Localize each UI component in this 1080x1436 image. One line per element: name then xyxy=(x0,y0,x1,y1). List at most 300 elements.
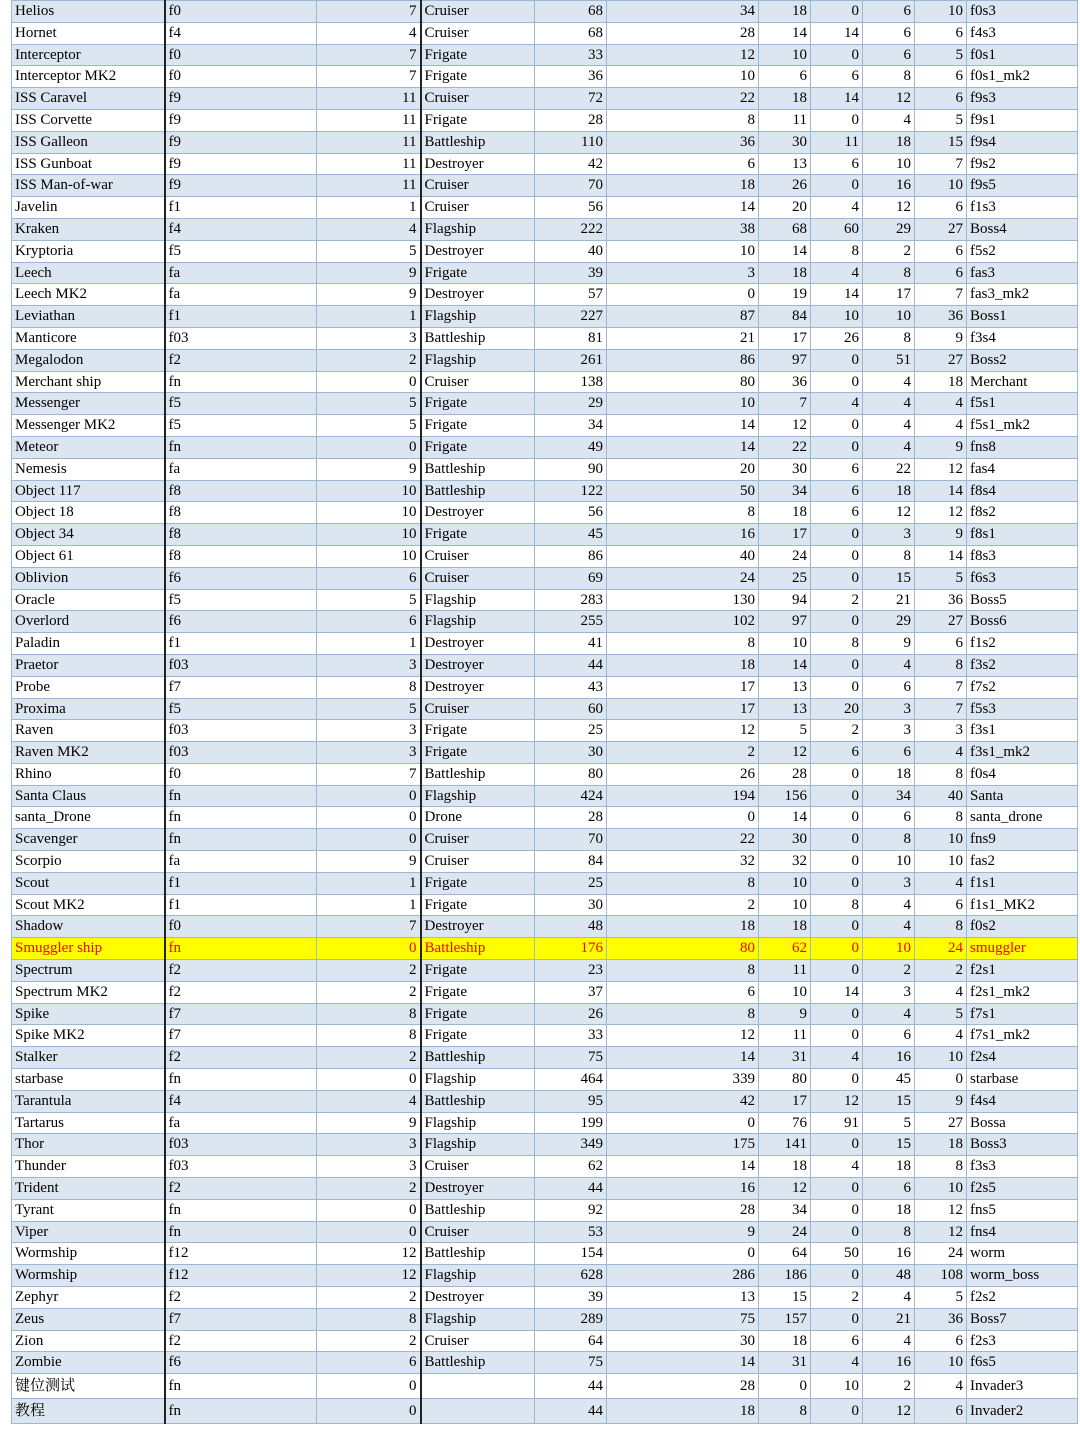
ship-name-cell[interactable]: ISS Gunboat xyxy=(12,153,165,175)
armor-cell[interactable]: 10 xyxy=(607,393,759,415)
class-cell[interactable]: Flagship xyxy=(421,611,535,633)
faction-id-cell[interactable]: 5 xyxy=(317,589,421,611)
stat-d-cell[interactable]: 6 xyxy=(915,1330,967,1352)
stat-d-cell[interactable]: 15 xyxy=(915,131,967,153)
stat-b-cell[interactable]: 6 xyxy=(811,742,863,764)
stat-b-cell[interactable]: 0 xyxy=(811,654,863,676)
faction-id-cell[interactable]: 9 xyxy=(317,851,421,873)
stat-d-cell[interactable]: 36 xyxy=(915,306,967,328)
faction-id-cell[interactable]: 8 xyxy=(317,676,421,698)
faction-id-cell[interactable]: 2 xyxy=(317,960,421,982)
table-row[interactable] xyxy=(12,1134,1078,1156)
stat-a-cell[interactable]: 10 xyxy=(759,633,811,655)
faction-cell[interactable]: fn xyxy=(165,829,317,851)
stat-d-cell[interactable]: 0 xyxy=(915,1069,967,1091)
ship-name-cell[interactable]: Messenger MK2 xyxy=(12,415,165,437)
table-row[interactable] xyxy=(12,720,1078,742)
armor-cell[interactable]: 8 xyxy=(607,872,759,894)
stat-a-cell[interactable]: 22 xyxy=(759,436,811,458)
stat-a-cell[interactable]: 14 xyxy=(759,240,811,262)
stat-c-cell[interactable]: 3 xyxy=(863,872,915,894)
model-id-cell[interactable]: worm_boss xyxy=(967,1265,1078,1287)
class-cell[interactable]: Battleship xyxy=(421,131,535,153)
model-id-cell[interactable]: f9s3 xyxy=(967,88,1078,110)
faction-cell[interactable]: f6 xyxy=(165,1352,317,1374)
stat-a-cell[interactable]: 76 xyxy=(759,1112,811,1134)
model-id-cell[interactable]: smuggler xyxy=(967,938,1078,960)
armor-cell[interactable]: 24 xyxy=(607,567,759,589)
faction-cell[interactable]: f1 xyxy=(165,894,317,916)
faction-id-cell[interactable]: 9 xyxy=(317,262,421,284)
armor-cell[interactable]: 0 xyxy=(607,284,759,306)
armor-cell[interactable]: 28 xyxy=(607,1199,759,1221)
hp-cell[interactable]: 53 xyxy=(535,1221,607,1243)
table-row[interactable] xyxy=(12,1243,1078,1265)
ship-name-cell[interactable]: Raven xyxy=(12,720,165,742)
stat-c-cell[interactable]: 12 xyxy=(863,197,915,219)
ship-name-cell[interactable]: Wormship xyxy=(12,1243,165,1265)
table-row[interactable] xyxy=(12,1112,1078,1134)
armor-cell[interactable]: 10 xyxy=(607,66,759,88)
armor-cell[interactable]: 175 xyxy=(607,1134,759,1156)
stat-a-cell[interactable]: 32 xyxy=(759,851,811,873)
stat-b-cell[interactable]: 0 xyxy=(811,872,863,894)
faction-id-cell[interactable]: 7 xyxy=(317,916,421,938)
stat-a-cell[interactable]: 30 xyxy=(759,458,811,480)
stat-a-cell[interactable]: 14 xyxy=(759,22,811,44)
stat-d-cell[interactable]: 12 xyxy=(915,1221,967,1243)
ship-name-cell[interactable]: ISS Galleon xyxy=(12,131,165,153)
table-row[interactable] xyxy=(12,742,1078,764)
table-row[interactable] xyxy=(12,218,1078,240)
table-row[interactable] xyxy=(12,88,1078,110)
stat-c-cell[interactable]: 22 xyxy=(863,458,915,480)
faction-id-cell[interactable]: 0 xyxy=(317,938,421,960)
table-row[interactable] xyxy=(12,1308,1078,1330)
model-id-cell[interactable]: f2s3 xyxy=(967,1330,1078,1352)
model-id-cell[interactable]: Merchant xyxy=(967,371,1078,393)
stat-a-cell[interactable]: 17 xyxy=(759,524,811,546)
ship-name-cell[interactable]: Spectrum xyxy=(12,960,165,982)
stat-a-cell[interactable]: 34 xyxy=(759,480,811,502)
armor-cell[interactable]: 14 xyxy=(607,415,759,437)
stat-d-cell[interactable]: 10 xyxy=(915,829,967,851)
hp-cell[interactable]: 30 xyxy=(535,894,607,916)
stat-c-cell[interactable]: 8 xyxy=(863,1221,915,1243)
model-id-cell[interactable]: f6s3 xyxy=(967,567,1078,589)
class-cell[interactable]: Destroyer xyxy=(421,502,535,524)
class-cell[interactable]: Frigate xyxy=(421,872,535,894)
stat-c-cell[interactable]: 6 xyxy=(863,676,915,698)
armor-cell[interactable]: 87 xyxy=(607,306,759,328)
model-id-cell[interactable]: worm xyxy=(967,1243,1078,1265)
hp-cell[interactable]: 42 xyxy=(535,153,607,175)
model-id-cell[interactable]: Invader2 xyxy=(967,1399,1078,1424)
faction-cell[interactable]: f03 xyxy=(165,654,317,676)
faction-cell[interactable]: f8 xyxy=(165,545,317,567)
faction-id-cell[interactable]: 3 xyxy=(317,742,421,764)
stat-b-cell[interactable]: 4 xyxy=(811,1156,863,1178)
armor-cell[interactable]: 18 xyxy=(607,175,759,197)
ship-name-cell[interactable]: Rhino xyxy=(12,763,165,785)
faction-cell[interactable]: f4 xyxy=(165,22,317,44)
stat-c-cell[interactable]: 4 xyxy=(863,916,915,938)
armor-cell[interactable]: 286 xyxy=(607,1265,759,1287)
class-cell[interactable]: Flagship xyxy=(421,589,535,611)
stat-a-cell[interactable]: 10 xyxy=(759,981,811,1003)
faction-cell[interactable]: f2 xyxy=(165,1330,317,1352)
stat-c-cell[interactable]: 3 xyxy=(863,524,915,546)
class-cell[interactable]: Cruiser xyxy=(421,1156,535,1178)
class-cell[interactable]: Destroyer xyxy=(421,284,535,306)
table-row[interactable] xyxy=(12,327,1078,349)
ship-name-cell[interactable]: Praetor xyxy=(12,654,165,676)
class-cell[interactable]: Battleship xyxy=(421,327,535,349)
stat-d-cell[interactable]: 6 xyxy=(915,633,967,655)
stat-c-cell[interactable]: 12 xyxy=(863,1399,915,1424)
faction-cell[interactable]: f2 xyxy=(165,1287,317,1309)
table-row[interactable] xyxy=(12,633,1078,655)
table-row[interactable] xyxy=(12,872,1078,894)
stat-c-cell[interactable]: 6 xyxy=(863,1025,915,1047)
stat-b-cell[interactable]: 14 xyxy=(811,88,863,110)
ship-name-cell[interactable]: Santa Claus xyxy=(12,785,165,807)
hp-cell[interactable]: 64 xyxy=(535,1330,607,1352)
model-id-cell[interactable]: f2s4 xyxy=(967,1047,1078,1069)
class-cell[interactable]: Flagship xyxy=(421,306,535,328)
ship-name-cell[interactable]: Tartarus xyxy=(12,1112,165,1134)
ship-name-cell[interactable]: Stalker xyxy=(12,1047,165,1069)
model-id-cell[interactable]: starbase xyxy=(967,1069,1078,1091)
stat-c-cell[interactable]: 8 xyxy=(863,327,915,349)
table-row[interactable] xyxy=(12,22,1078,44)
table-row[interactable] xyxy=(12,66,1078,88)
faction-cell[interactable]: fn xyxy=(165,807,317,829)
table-row[interactable] xyxy=(12,807,1078,829)
armor-cell[interactable]: 18 xyxy=(607,654,759,676)
ship-name-cell[interactable]: Interceptor xyxy=(12,44,165,66)
stat-c-cell[interactable]: 10 xyxy=(863,153,915,175)
stat-c-cell[interactable]: 4 xyxy=(863,436,915,458)
class-cell[interactable]: Frigate xyxy=(421,960,535,982)
stat-c-cell[interactable]: 4 xyxy=(863,1330,915,1352)
stat-c-cell[interactable]: 18 xyxy=(863,763,915,785)
armor-cell[interactable]: 0 xyxy=(607,1243,759,1265)
class-cell[interactable]: Flagship xyxy=(421,785,535,807)
faction-id-cell[interactable]: 10 xyxy=(317,524,421,546)
table-row[interactable] xyxy=(12,1352,1078,1374)
stat-c-cell[interactable]: 4 xyxy=(863,1003,915,1025)
hp-cell[interactable]: 45 xyxy=(535,524,607,546)
faction-cell[interactable]: f2 xyxy=(165,960,317,982)
faction-id-cell[interactable]: 11 xyxy=(317,153,421,175)
model-id-cell[interactable]: f5s1_mk2 xyxy=(967,415,1078,437)
stat-d-cell[interactable]: 108 xyxy=(915,1265,967,1287)
faction-cell[interactable]: f1 xyxy=(165,633,317,655)
ship-name-cell[interactable]: Leech MK2 xyxy=(12,284,165,306)
stat-a-cell[interactable]: 5 xyxy=(759,720,811,742)
model-id-cell[interactable]: f1s3 xyxy=(967,197,1078,219)
armor-cell[interactable]: 50 xyxy=(607,480,759,502)
table-row[interactable] xyxy=(12,1090,1078,1112)
stat-c-cell[interactable]: 10 xyxy=(863,851,915,873)
stat-a-cell[interactable]: 80 xyxy=(759,1069,811,1091)
stat-a-cell[interactable]: 14 xyxy=(759,807,811,829)
faction-cell[interactable]: f4 xyxy=(165,218,317,240)
model-id-cell[interactable]: f1s1 xyxy=(967,872,1078,894)
stat-c-cell[interactable]: 3 xyxy=(863,981,915,1003)
stat-a-cell[interactable]: 97 xyxy=(759,349,811,371)
stat-c-cell[interactable]: 2 xyxy=(863,960,915,982)
stat-b-cell[interactable]: 0 xyxy=(811,567,863,589)
model-id-cell[interactable]: f8s3 xyxy=(967,545,1078,567)
class-cell[interactable] xyxy=(421,1399,535,1424)
stat-c-cell[interactable]: 12 xyxy=(863,502,915,524)
faction-id-cell[interactable]: 2 xyxy=(317,1287,421,1309)
faction-id-cell[interactable]: 1 xyxy=(317,872,421,894)
stat-b-cell[interactable]: 0 xyxy=(811,1178,863,1200)
hp-cell[interactable]: 289 xyxy=(535,1308,607,1330)
class-cell[interactable]: Battleship xyxy=(421,763,535,785)
stat-c-cell[interactable]: 18 xyxy=(863,1199,915,1221)
stat-d-cell[interactable]: 14 xyxy=(915,480,967,502)
stat-b-cell[interactable]: 10 xyxy=(811,1374,863,1399)
class-cell[interactable]: Destroyer xyxy=(421,1287,535,1309)
faction-cell[interactable]: f03 xyxy=(165,1134,317,1156)
armor-cell[interactable]: 30 xyxy=(607,1330,759,1352)
faction-id-cell[interactable]: 6 xyxy=(317,1352,421,1374)
armor-cell[interactable]: 8 xyxy=(607,633,759,655)
class-cell[interactable]: Destroyer xyxy=(421,654,535,676)
hp-cell[interactable]: 122 xyxy=(535,480,607,502)
ship-name-cell[interactable]: Probe xyxy=(12,676,165,698)
class-cell[interactable] xyxy=(421,1374,535,1399)
hp-cell[interactable]: 138 xyxy=(535,371,607,393)
hp-cell[interactable]: 154 xyxy=(535,1243,607,1265)
armor-cell[interactable]: 21 xyxy=(607,327,759,349)
faction-cell[interactable]: f6 xyxy=(165,567,317,589)
stat-b-cell[interactable]: 20 xyxy=(811,698,863,720)
faction-cell[interactable]: f7 xyxy=(165,676,317,698)
faction-id-cell[interactable]: 12 xyxy=(317,1243,421,1265)
stat-b-cell[interactable]: 0 xyxy=(811,851,863,873)
class-cell[interactable]: Frigate xyxy=(421,66,535,88)
table-row[interactable] xyxy=(12,306,1078,328)
class-cell[interactable]: Battleship xyxy=(421,1047,535,1069)
faction-id-cell[interactable]: 4 xyxy=(317,1090,421,1112)
stat-d-cell[interactable]: 8 xyxy=(915,763,967,785)
stat-c-cell[interactable]: 8 xyxy=(863,262,915,284)
table-row[interactable] xyxy=(12,44,1078,66)
armor-cell[interactable]: 28 xyxy=(607,1374,759,1399)
stat-b-cell[interactable]: 0 xyxy=(811,1265,863,1287)
faction-cell[interactable]: f8 xyxy=(165,480,317,502)
faction-id-cell[interactable]: 10 xyxy=(317,502,421,524)
faction-id-cell[interactable]: 1 xyxy=(317,197,421,219)
model-id-cell[interactable]: f3s2 xyxy=(967,654,1078,676)
armor-cell[interactable]: 339 xyxy=(607,1069,759,1091)
faction-cell[interactable]: f9 xyxy=(165,131,317,153)
stat-b-cell[interactable]: 4 xyxy=(811,1047,863,1069)
armor-cell[interactable]: 2 xyxy=(607,742,759,764)
hp-cell[interactable]: 261 xyxy=(535,349,607,371)
model-id-cell[interactable]: fas3 xyxy=(967,262,1078,284)
table-row[interactable] xyxy=(12,1199,1078,1221)
hp-cell[interactable]: 48 xyxy=(535,916,607,938)
stat-c-cell[interactable]: 18 xyxy=(863,131,915,153)
faction-cell[interactable]: fn xyxy=(165,1221,317,1243)
stat-c-cell[interactable]: 29 xyxy=(863,218,915,240)
hp-cell[interactable]: 44 xyxy=(535,654,607,676)
stat-d-cell[interactable]: 7 xyxy=(915,676,967,698)
stat-c-cell[interactable]: 6 xyxy=(863,1178,915,1200)
armor-cell[interactable]: 8 xyxy=(607,502,759,524)
model-id-cell[interactable]: f2s2 xyxy=(967,1287,1078,1309)
faction-id-cell[interactable]: 3 xyxy=(317,1134,421,1156)
class-cell[interactable]: Frigate xyxy=(421,981,535,1003)
model-id-cell[interactable]: f4s3 xyxy=(967,22,1078,44)
faction-id-cell[interactable]: 10 xyxy=(317,480,421,502)
class-cell[interactable]: Cruiser xyxy=(421,1330,535,1352)
class-cell[interactable]: Frigate xyxy=(421,393,535,415)
hp-cell[interactable]: 62 xyxy=(535,1156,607,1178)
stat-a-cell[interactable]: 31 xyxy=(759,1352,811,1374)
stat-c-cell[interactable]: 18 xyxy=(863,480,915,502)
stat-d-cell[interactable]: 4 xyxy=(915,742,967,764)
hp-cell[interactable]: 75 xyxy=(535,1047,607,1069)
faction-id-cell[interactable]: 0 xyxy=(317,829,421,851)
table-row[interactable] xyxy=(12,175,1078,197)
stat-b-cell[interactable]: 0 xyxy=(811,524,863,546)
hp-cell[interactable]: 81 xyxy=(535,327,607,349)
stat-b-cell[interactable]: 6 xyxy=(811,480,863,502)
model-id-cell[interactable]: f0s1_mk2 xyxy=(967,66,1078,88)
faction-cell[interactable]: f5 xyxy=(165,393,317,415)
stat-d-cell[interactable]: 4 xyxy=(915,393,967,415)
table-row[interactable] xyxy=(12,1003,1078,1025)
stat-d-cell[interactable]: 12 xyxy=(915,502,967,524)
faction-cell[interactable]: fn xyxy=(165,938,317,960)
faction-cell[interactable]: f8 xyxy=(165,524,317,546)
stat-d-cell[interactable]: 9 xyxy=(915,524,967,546)
armor-cell[interactable]: 14 xyxy=(607,1352,759,1374)
armor-cell[interactable]: 14 xyxy=(607,436,759,458)
model-id-cell[interactable]: fns9 xyxy=(967,829,1078,851)
stat-c-cell[interactable]: 12 xyxy=(863,88,915,110)
faction-id-cell[interactable]: 2 xyxy=(317,981,421,1003)
hp-cell[interactable]: 25 xyxy=(535,720,607,742)
ship-name-cell[interactable]: Zeus xyxy=(12,1308,165,1330)
ship-name-cell[interactable]: Helios xyxy=(12,1,165,23)
model-id-cell[interactable]: f8s2 xyxy=(967,502,1078,524)
faction-id-cell[interactable]: 0 xyxy=(317,1221,421,1243)
hp-cell[interactable]: 60 xyxy=(535,698,607,720)
hp-cell[interactable]: 49 xyxy=(535,436,607,458)
armor-cell[interactable]: 14 xyxy=(607,1156,759,1178)
table-row[interactable] xyxy=(12,153,1078,175)
stat-c-cell[interactable]: 4 xyxy=(863,109,915,131)
table-row[interactable] xyxy=(12,567,1078,589)
stat-d-cell[interactable]: 9 xyxy=(915,327,967,349)
faction-id-cell[interactable]: 5 xyxy=(317,240,421,262)
faction-cell[interactable]: f0 xyxy=(165,1,317,23)
ship-name-cell[interactable]: Kryptoria xyxy=(12,240,165,262)
table-row[interactable] xyxy=(12,197,1078,219)
table-row[interactable] xyxy=(12,262,1078,284)
faction-cell[interactable]: fn xyxy=(165,1399,317,1424)
stat-b-cell[interactable]: 6 xyxy=(811,1330,863,1352)
model-id-cell[interactable]: f1s1_MK2 xyxy=(967,894,1078,916)
ship-name-cell[interactable]: Tarantula xyxy=(12,1090,165,1112)
faction-cell[interactable]: f5 xyxy=(165,698,317,720)
ship-name-cell[interactable]: santa_Drone xyxy=(12,807,165,829)
ship-name-cell[interactable]: Merchant ship xyxy=(12,371,165,393)
stat-d-cell[interactable]: 4 xyxy=(915,1374,967,1399)
stat-d-cell[interactable]: 5 xyxy=(915,1287,967,1309)
table-row[interactable] xyxy=(12,1025,1078,1047)
armor-cell[interactable]: 42 xyxy=(607,1090,759,1112)
hp-cell[interactable]: 69 xyxy=(535,567,607,589)
stat-d-cell[interactable]: 8 xyxy=(915,1156,967,1178)
hp-cell[interactable]: 40 xyxy=(535,240,607,262)
hp-cell[interactable]: 44 xyxy=(535,1399,607,1424)
stat-a-cell[interactable]: 12 xyxy=(759,415,811,437)
table-row[interactable] xyxy=(12,545,1078,567)
stat-d-cell[interactable]: 6 xyxy=(915,1399,967,1424)
stat-b-cell[interactable]: 0 xyxy=(811,611,863,633)
model-id-cell[interactable]: f2s1 xyxy=(967,960,1078,982)
ship-name-cell[interactable]: Oracle xyxy=(12,589,165,611)
stat-a-cell[interactable]: 12 xyxy=(759,742,811,764)
stat-a-cell[interactable]: 156 xyxy=(759,785,811,807)
class-cell[interactable]: Frigate xyxy=(421,894,535,916)
model-id-cell[interactable]: f4s4 xyxy=(967,1090,1078,1112)
ship-name-cell[interactable]: ISS Man-of-war xyxy=(12,175,165,197)
ship-name-cell[interactable]: Smuggler ship xyxy=(12,938,165,960)
stat-a-cell[interactable]: 12 xyxy=(759,1178,811,1200)
table-row[interactable] xyxy=(12,415,1078,437)
stat-b-cell[interactable]: 0 xyxy=(811,676,863,698)
ship-name-cell[interactable]: Scavenger xyxy=(12,829,165,851)
ship-name-cell[interactable]: Megalodon xyxy=(12,349,165,371)
stat-d-cell[interactable]: 6 xyxy=(915,88,967,110)
stat-c-cell[interactable]: 6 xyxy=(863,742,915,764)
ship-name-cell[interactable]: Object 34 xyxy=(12,524,165,546)
stat-b-cell[interactable]: 0 xyxy=(811,938,863,960)
table-row[interactable] xyxy=(12,524,1078,546)
model-id-cell[interactable]: Boss1 xyxy=(967,306,1078,328)
stat-a-cell[interactable]: 18 xyxy=(759,916,811,938)
class-cell[interactable]: Battleship xyxy=(421,1199,535,1221)
ship-name-cell[interactable]: Kraken xyxy=(12,218,165,240)
stat-d-cell[interactable]: 3 xyxy=(915,720,967,742)
stat-d-cell[interactable]: 5 xyxy=(915,44,967,66)
stat-d-cell[interactable]: 10 xyxy=(915,1352,967,1374)
faction-cell[interactable]: f7 xyxy=(165,1025,317,1047)
model-id-cell[interactable]: Boss2 xyxy=(967,349,1078,371)
hp-cell[interactable]: 199 xyxy=(535,1112,607,1134)
ship-name-cell[interactable]: Scout MK2 xyxy=(12,894,165,916)
armor-cell[interactable]: 12 xyxy=(607,1025,759,1047)
stat-d-cell[interactable]: 10 xyxy=(915,1047,967,1069)
model-id-cell[interactable]: f0s2 xyxy=(967,916,1078,938)
stat-b-cell[interactable]: 2 xyxy=(811,1287,863,1309)
stat-d-cell[interactable]: 27 xyxy=(915,349,967,371)
armor-cell[interactable]: 10 xyxy=(607,240,759,262)
hp-cell[interactable]: 349 xyxy=(535,1134,607,1156)
class-cell[interactable]: Frigate xyxy=(421,1003,535,1025)
stat-a-cell[interactable]: 10 xyxy=(759,894,811,916)
